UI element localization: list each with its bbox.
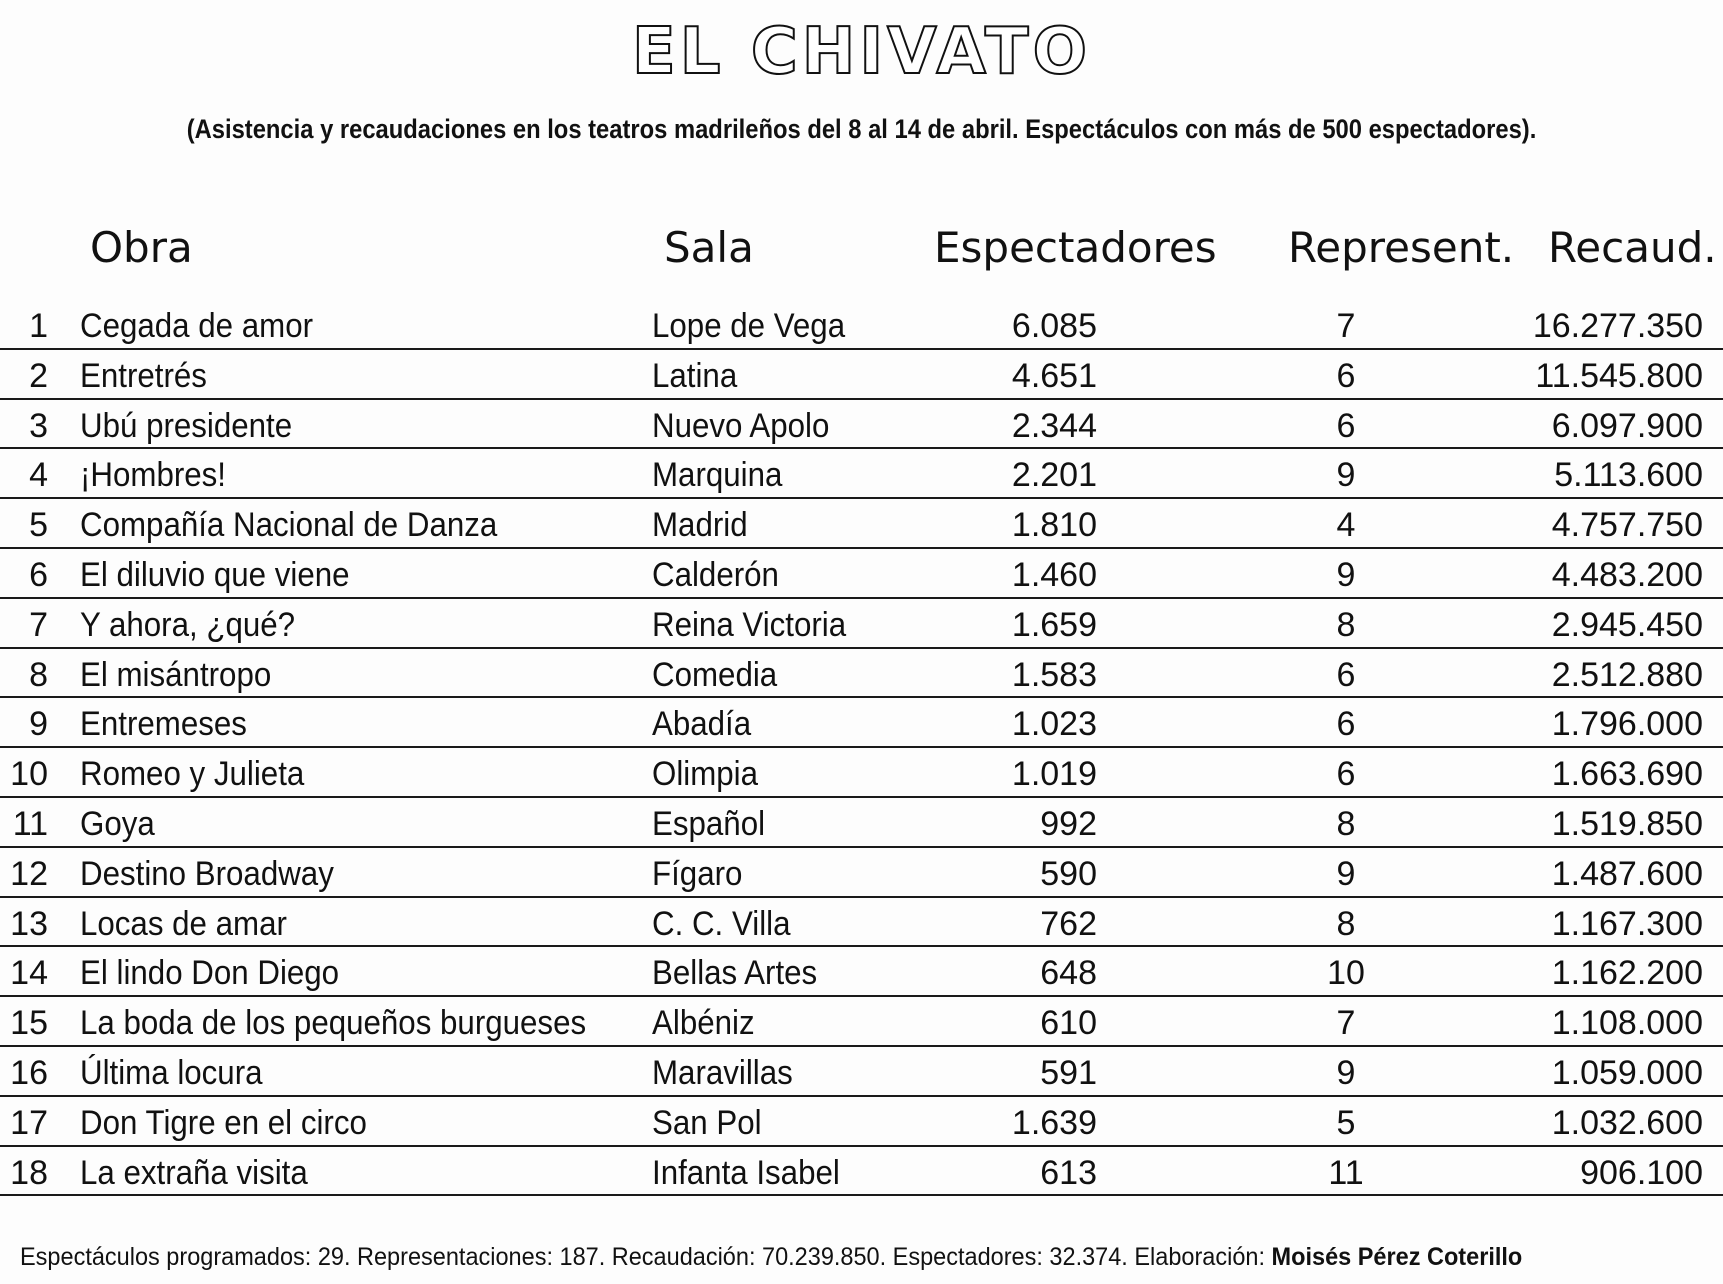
row-sala: Latina — [652, 356, 738, 395]
row-represent: 7 — [1336, 307, 1356, 345]
row-recaud: 11.545.800 — [1535, 356, 1703, 395]
row-rank: 4 — [29, 456, 48, 495]
row-sala: Marquina — [652, 456, 783, 495]
row-recaud: 1.487.600 — [1551, 854, 1703, 893]
row-recaud: 1.032.600 — [1551, 1103, 1703, 1142]
row-obra: La boda de los pequeños burgueses — [80, 1004, 587, 1043]
row-rank: 3 — [29, 406, 48, 445]
row-represent: 5 — [1336, 1103, 1356, 1142]
row-rank: 13 — [10, 904, 48, 943]
row-rank: 6 — [29, 555, 48, 594]
row-espectadores: 1.583 — [1011, 655, 1097, 694]
table-row — [0, 698, 1723, 748]
footer-text: Espectáculos programados: 29. Representaciones: 187. Recaudación: 70.239.850. Espectadores: 32.374. Elaboración: — [20, 1243, 1272, 1271]
row-rank: 18 — [10, 1153, 48, 1192]
row-rank: 8 — [29, 655, 48, 694]
row-sala: Madrid — [652, 506, 748, 545]
row-obra: Don Tigre en el circo — [80, 1103, 367, 1142]
row-represent: 10 — [1327, 954, 1365, 993]
row-espectadores: 2.201 — [1011, 456, 1097, 495]
row-espectadores: 591 — [1040, 1053, 1097, 1092]
table-row — [0, 798, 1723, 848]
row-rank: 7 — [29, 605, 48, 644]
row-represent: 6 — [1336, 705, 1356, 744]
row-espectadores: 613 — [1040, 1153, 1097, 1192]
row-espectadores: 762 — [1040, 904, 1097, 943]
row-represent: 9 — [1336, 456, 1356, 495]
row-recaud: 1.663.690 — [1551, 755, 1703, 794]
table-row — [0, 1097, 1723, 1147]
row-represent: 8 — [1336, 904, 1356, 943]
row-espectadores: 590 — [1040, 854, 1097, 893]
row-espectadores: 992 — [1040, 804, 1097, 843]
row-obra: Entretrés — [80, 356, 207, 395]
row-rank: 11 — [12, 804, 48, 843]
row-represent: 8 — [1336, 804, 1356, 843]
table-row — [0, 449, 1723, 499]
row-sala: Nuevo Apolo — [652, 406, 830, 445]
row-obra: Entremeses — [80, 705, 247, 744]
table-row — [0, 599, 1723, 649]
row-obra: Compañía Nacional de Danza — [80, 506, 498, 545]
row-obra: El diluvio que viene — [80, 555, 350, 594]
row-represent: 9 — [1336, 854, 1356, 893]
row-espectadores: 1.460 — [1011, 555, 1097, 594]
table-body — [0, 300, 1723, 1196]
row-espectadores: 1.023 — [1011, 705, 1097, 744]
row-sala: Fígaro — [652, 854, 743, 893]
table-row — [0, 848, 1723, 898]
row-recaud: 1.167.300 — [1551, 904, 1703, 943]
row-rank: 15 — [10, 1004, 48, 1043]
row-espectadores: 4.651 — [1011, 356, 1097, 395]
row-obra: Y ahora, ¿qué? — [80, 605, 296, 644]
row-recaud: 2.512.880 — [1551, 655, 1703, 694]
ranking-table — [0, 210, 1723, 1196]
row-rank: 5 — [29, 506, 48, 545]
row-obra: Romeo y Julieta — [80, 755, 305, 794]
table-row — [0, 997, 1723, 1047]
table-row — [0, 300, 1723, 350]
page-subtitle: (Asistencia y recaudaciones en los teatros madrileños del 8 al 14 de abril. Espectáculos con más de 500 espectadores). — [186, 114, 1537, 144]
row-recaud: 5.113.600 — [1554, 456, 1703, 495]
row-recaud: 16.277.350 — [1532, 307, 1703, 345]
row-espectadores: 1.019 — [1011, 755, 1097, 794]
table-row — [0, 499, 1723, 549]
table-row — [0, 1147, 1723, 1197]
row-represent: 6 — [1336, 655, 1356, 694]
row-represent: 6 — [1336, 755, 1356, 794]
table-row — [0, 549, 1723, 599]
table-row — [0, 649, 1723, 699]
row-sala: C. C. Villa — [652, 904, 791, 943]
column-header-obra: Obra — [90, 223, 193, 272]
row-rank: 14 — [10, 954, 48, 993]
row-represent: 9 — [1336, 1053, 1356, 1092]
row-sala: Español — [652, 804, 766, 843]
row-sala: Comedia — [652, 655, 778, 694]
table-header-row — [0, 210, 1723, 300]
column-header-sala: Sala — [664, 223, 754, 272]
row-recaud: 1.059.000 — [1551, 1053, 1703, 1092]
row-rank: 16 — [10, 1053, 48, 1092]
row-recaud: 1.519.850 — [1551, 804, 1703, 843]
row-rank: 12 — [10, 854, 48, 893]
row-rank: 2 — [29, 356, 48, 395]
column-header-recaud: Recaud. — [1548, 223, 1717, 272]
row-represent: 4 — [1336, 506, 1356, 545]
row-espectadores: 6.085 — [1011, 307, 1097, 345]
row-sala: Lope de Vega — [652, 307, 846, 345]
row-recaud: 6.097.900 — [1551, 406, 1703, 445]
row-rank: 1 — [29, 307, 48, 345]
table-row — [0, 947, 1723, 997]
row-sala: San Pol — [652, 1103, 762, 1142]
row-obra: Última locura — [80, 1053, 263, 1092]
row-sala: Calderón — [652, 555, 779, 594]
footer-summary — [20, 1240, 1522, 1274]
row-recaud: 4.757.750 — [1551, 506, 1703, 545]
row-represent: 6 — [1336, 356, 1356, 395]
row-represent: 6 — [1336, 406, 1356, 445]
table-row — [0, 400, 1723, 450]
row-espectadores: 2.344 — [1011, 406, 1097, 445]
row-obra: ¡Hombres! — [80, 456, 227, 495]
row-espectadores: 1.659 — [1011, 605, 1097, 644]
row-obra: Destino Broadway — [80, 854, 334, 893]
row-espectadores: 1.810 — [1011, 506, 1097, 545]
row-sala: Albéniz — [652, 1004, 755, 1043]
page-title: EL CHIVATO — [632, 15, 1091, 89]
row-sala: Olimpia — [652, 755, 759, 794]
row-represent: 8 — [1336, 605, 1356, 644]
row-obra: El misántropo — [80, 655, 272, 694]
row-obra: Locas de amar — [80, 904, 287, 943]
table-row — [0, 748, 1723, 798]
row-rank: 17 — [10, 1103, 48, 1142]
row-represent: 11 — [1328, 1153, 1364, 1192]
row-recaud: 4.483.200 — [1551, 555, 1703, 594]
row-represent: 7 — [1336, 1004, 1356, 1043]
row-sala: Infanta Isabel — [652, 1153, 840, 1192]
row-sala: Reina Victoria — [652, 605, 847, 644]
row-recaud: 906.100 — [1580, 1153, 1703, 1192]
row-recaud: 1.796.000 — [1551, 705, 1703, 744]
row-rank: 9 — [29, 705, 48, 744]
row-recaud: 1.162.200 — [1551, 954, 1703, 993]
footer-author: Moisés Pérez Coterillo — [1271, 1243, 1523, 1271]
row-espectadores: 610 — [1040, 1004, 1097, 1043]
row-obra: La extraña visita — [80, 1153, 308, 1192]
table-row — [0, 898, 1723, 948]
table-row — [0, 350, 1723, 400]
row-represent: 9 — [1336, 555, 1356, 594]
row-recaud: 2.945.450 — [1551, 605, 1703, 644]
row-rank: 10 — [10, 755, 48, 794]
row-sala: Maravillas — [652, 1053, 793, 1092]
row-sala: Bellas Artes — [652, 954, 818, 993]
row-espectadores: 648 — [1040, 954, 1097, 993]
column-header-represent: Represent. — [1288, 223, 1515, 272]
row-obra: Cegada de amor — [80, 307, 314, 345]
row-obra: El lindo Don Diego — [80, 954, 340, 993]
table-row — [0, 1047, 1723, 1097]
row-obra: Goya — [80, 804, 155, 843]
row-sala: Abadía — [652, 705, 752, 744]
row-espectadores: 1.639 — [1011, 1103, 1097, 1142]
row-obra: Ubú presidente — [80, 406, 293, 445]
row-recaud: 1.108.000 — [1551, 1004, 1703, 1043]
column-header-espectadores: Espectadores — [934, 223, 1217, 272]
